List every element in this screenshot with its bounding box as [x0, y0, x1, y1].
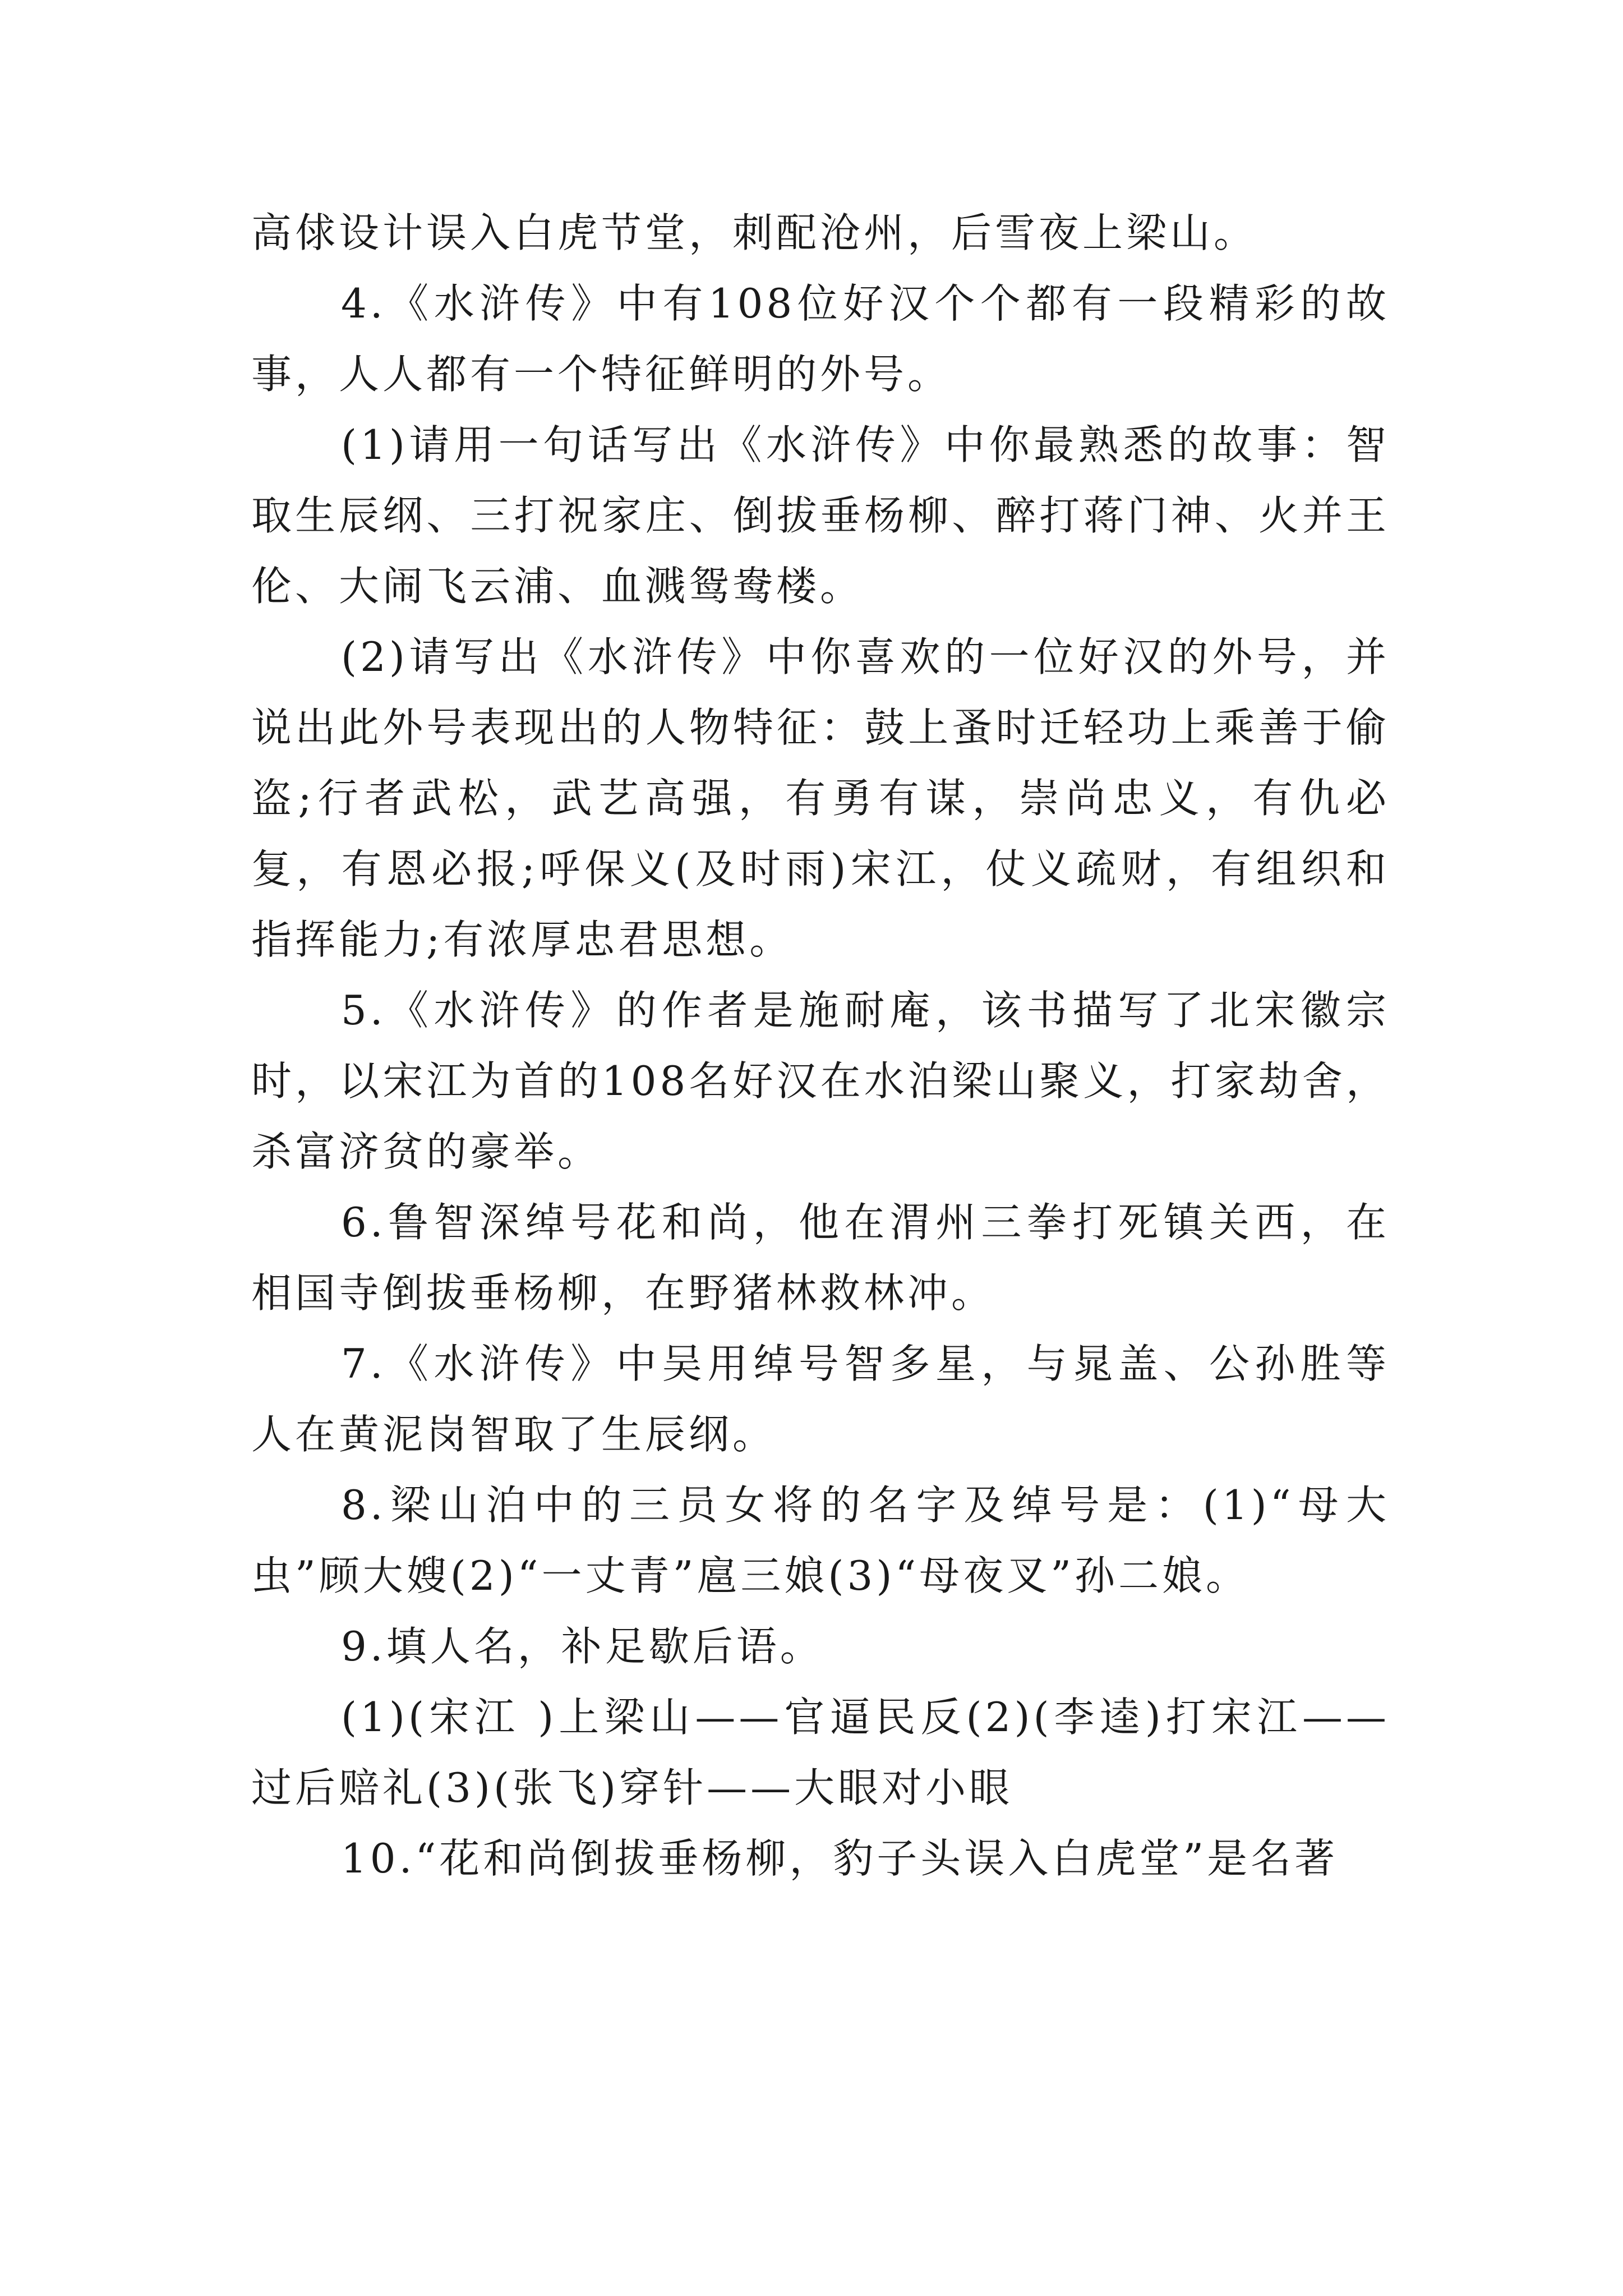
- paragraph-5: 5.《水浒传》的作者是施耐庵，该书描写了北宋徽宗时，以宋江为首的108名好汉在水泊梁山聚义，打家劫舍，杀富济贫的豪举。: [251, 987, 1390, 1175]
- paragraph-2: 4.《水浒传》中有108位好汉个个都有一段精彩的故事，人人都有一个特征鲜明的外号。: [251, 280, 1390, 398]
- paragraph-6: 6.鲁智深绰号花和尚，他在渭州三拳打死镇关西，在相国寺倒拔垂杨柳，在野猪林救林冲。: [251, 1199, 1390, 1317]
- paragraph-3: (1)请用一句话写出《水浒传》中你最熟悉的故事：智取生辰纲、三打祝家庄、倒拔垂杨柳、醉打蒋门神、火并王伦、大闹飞云浦、血溅鸳鸯楼。: [251, 421, 1390, 610]
- paragraph-8: 8.梁山泊中的三员女将的名字及绰号是：(1)“母大虫”顾大嫂(2)“一丈青”扈三娘(3)“母夜叉”孙二娘。: [251, 1481, 1390, 1599]
- paragraph-9: 9.填人名，补足歇后语。: [341, 1623, 824, 1670]
- paragraph-7: 7.《水浒传》中吴用绰号智多星，与晁盖、公孙胜等人在黄泥岗智取了生辰纲。: [251, 1340, 1390, 1458]
- paragraph-4: (2)请写出《水浒传》中你喜欢的一位好汉的外号，并说出此外号表现出的人物特征：鼓上蚤时迁轻功上乘善于偷盗;行者武松，武艺高强，有勇有谋，崇尚忠义，有仇必复，有恩必报;呼保义(及时雨)宋江，仗义疏财，有组织和指挥能力;有浓厚忠君思想。: [251, 633, 1390, 963]
- paragraph-10: (1)(宋江 )上梁山——官逼民反(2)(李逵)打宋江——过后赔礼(3)(张飞)穿针——大眼对小眼: [251, 1694, 1390, 1811]
- paragraph-1: 高俅设计误入白虎节堂，刺配沧州，后雪夜上梁山。: [251, 209, 1258, 256]
- paragraph-11: 10.“花和尚倒拔垂杨柳，豹子头误入白虎堂”是名著: [341, 1835, 1339, 1882]
- document-body: [251, 197, 1390, 1894]
